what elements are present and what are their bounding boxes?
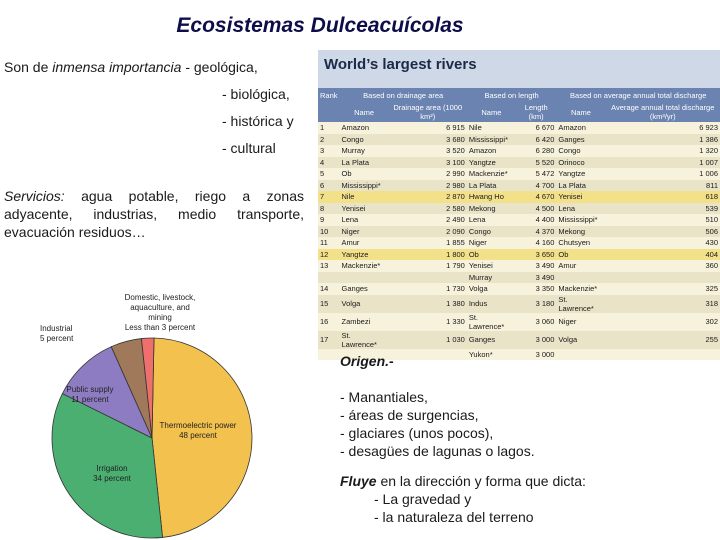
- origen-item: - glaciares (unos pocos),: [340, 425, 494, 441]
- table-cell: 255: [705, 335, 718, 344]
- table-cell: 15: [320, 299, 329, 308]
- table-row: [318, 134, 720, 146]
- table-cell: Ganges: [558, 134, 585, 144]
- fluye-line: [340, 472, 586, 490]
- table-cell: 510: [606, 214, 720, 226]
- importance-item: - histórica y: [222, 113, 294, 129]
- table-cell: 9: [318, 214, 340, 226]
- table-cell: Yukon*: [467, 349, 516, 361]
- table-cell: Ganges: [340, 283, 389, 295]
- table-cell: Zambezi: [340, 313, 389, 331]
- table-cell: Mackenzie*: [340, 260, 389, 272]
- table-cell: [556, 349, 605, 361]
- table-row: [318, 272, 720, 284]
- table-cell: Ob: [467, 249, 516, 261]
- pie-label: Irrigation 34 percent: [93, 464, 131, 483]
- table-row: [318, 260, 720, 272]
- table-cell: 2 980: [446, 180, 465, 190]
- table-cell: Mackenzie*: [556, 283, 605, 295]
- table-cell: Hwang Ho: [467, 191, 516, 203]
- pie-label: Domestic, livestock, aquaculture, and mining Less than 3 percent: [124, 293, 196, 332]
- table-row: [318, 237, 720, 249]
- table-cell: Yangtze: [556, 168, 605, 180]
- table-cell: Chutsyen: [556, 237, 605, 249]
- table-cell: Niger: [467, 237, 516, 249]
- table-cell: Mississippi*: [556, 214, 605, 226]
- table-cell: St. Lawrence*: [558, 294, 594, 313]
- table-cell: 2 090: [446, 226, 465, 236]
- table-cell: 4 400: [516, 214, 556, 226]
- table-cell: 3 680: [446, 134, 465, 144]
- table-cell: 6 923: [606, 122, 720, 134]
- table-cell: 618: [606, 191, 720, 203]
- rivers-table-image: [318, 50, 720, 359]
- table-cell: Ob: [340, 168, 389, 180]
- table-row: [318, 313, 720, 331]
- pie-label: Thermoelectric power 48 percent: [159, 421, 237, 440]
- rivers-col-header-row: [318, 102, 720, 122]
- table-cell: Lena: [467, 214, 516, 226]
- table-row: [318, 203, 720, 215]
- table-row: [318, 180, 720, 192]
- table-cell: 6 420: [535, 134, 555, 144]
- rivers-group-header-row: [318, 88, 720, 102]
- header-cell: [318, 102, 340, 122]
- table-row: [318, 226, 720, 238]
- table-cell: 1 030: [446, 335, 465, 344]
- table-cell: 360: [606, 260, 720, 272]
- table-cell: Lena: [340, 214, 389, 226]
- rivers-table: [318, 88, 720, 360]
- table-cell: 1 320: [606, 145, 720, 157]
- header-cell: Average annual total discharge (km³/yr): [606, 102, 720, 122]
- table-cell: Lena: [558, 203, 576, 213]
- table-cell: 3 520: [389, 145, 467, 157]
- table-cell: 12: [318, 249, 340, 261]
- table-cell: Volga: [341, 299, 361, 308]
- origen-item: - desagües de lagunas o lagos.: [340, 443, 535, 459]
- header-cell: Drainage area (1000 km²): [389, 102, 467, 122]
- importance-item: - geológica,: [185, 59, 258, 75]
- importance-item: - cultural: [222, 140, 276, 156]
- table-cell: 2: [320, 134, 325, 144]
- table-cell: 539: [705, 203, 718, 213]
- table-cell: 6: [320, 180, 325, 190]
- table-cell: Mississippi*: [468, 134, 509, 144]
- table-cell: 6 670: [516, 122, 556, 134]
- header-cell: Based on average annual total discharge: [556, 88, 720, 102]
- table-cell: 506: [705, 226, 718, 236]
- table-cell: 3 490: [535, 272, 555, 282]
- table-cell: 1: [318, 122, 340, 134]
- table-cell: [340, 272, 389, 284]
- header-cell: Rank: [318, 88, 340, 102]
- table-cell: 6 280: [516, 145, 556, 157]
- fluye-item: - la naturaleza del terreno: [374, 509, 534, 525]
- table-cell: 1 855: [389, 237, 467, 249]
- table-cell: 4 160: [516, 237, 556, 249]
- table-cell: 3 490: [516, 260, 556, 272]
- header-cell: Based on drainage area: [340, 88, 467, 102]
- table-cell: 10: [320, 226, 329, 236]
- table-cell: 1 800: [389, 249, 467, 261]
- table-cell: [318, 272, 340, 284]
- header-cell: Name: [467, 102, 516, 122]
- table-cell: Nile: [340, 191, 389, 203]
- table-cell: 3 650: [516, 249, 556, 261]
- table-row: [318, 331, 720, 349]
- table-cell: 3: [318, 145, 340, 157]
- table-cell: Indus: [468, 299, 488, 308]
- table-cell: [556, 272, 605, 284]
- table-cell: 1 380: [446, 299, 465, 308]
- header-cell: Based on length: [467, 88, 557, 102]
- table-cell: 1 006: [606, 168, 720, 180]
- table-cell: Amazon: [556, 122, 605, 134]
- table-cell: 11: [318, 237, 340, 249]
- table-row: [318, 249, 720, 261]
- table-cell: 325: [606, 283, 720, 295]
- table-cell: La Plata: [341, 157, 370, 167]
- table-cell: 404: [606, 249, 720, 261]
- table-cell: Murray: [468, 272, 493, 282]
- servicios-text: agua potable, riego a zonas adyacente, industrias, medio transporte, evacuación residuos…: [4, 188, 304, 240]
- table-cell: Yangtze: [468, 157, 496, 167]
- table-cell: Amur: [340, 237, 389, 249]
- table-cell: 6 915: [389, 122, 467, 134]
- table-cell: Volga: [558, 335, 578, 344]
- table-cell: Orinoco: [558, 157, 585, 167]
- table-cell: 2 490: [389, 214, 467, 226]
- table-cell: 1 790: [389, 260, 467, 272]
- table-cell: Niger: [341, 226, 360, 236]
- table-row: [318, 157, 720, 169]
- origen-item: - Manantiales,: [340, 389, 428, 405]
- origen-item: - áreas de surgencias,: [340, 407, 479, 423]
- table-cell: Congo: [556, 145, 605, 157]
- table-cell: 2 580: [446, 203, 465, 213]
- table-cell: 7: [318, 191, 340, 203]
- importance-block: [4, 54, 294, 162]
- table-row: [318, 214, 720, 226]
- table-cell: 4 670: [516, 191, 556, 203]
- table-cell: 1 330: [389, 313, 467, 331]
- table-row: [318, 191, 720, 203]
- table-cell: 3 060: [516, 313, 556, 331]
- table-cell: 5 472: [516, 168, 556, 180]
- table-cell: Congo: [468, 226, 491, 236]
- table-cell: 3 350: [516, 283, 556, 295]
- table-cell: [606, 272, 720, 284]
- importance-emph: inmensa importancia: [52, 59, 182, 75]
- table-cell: Ganges: [468, 335, 496, 344]
- table-cell: Murray: [340, 145, 389, 157]
- table-cell: 3 180: [535, 299, 555, 308]
- header-cell: Name: [556, 102, 605, 122]
- table-row: [318, 283, 720, 295]
- table-cell: 2 870: [389, 191, 467, 203]
- table-cell: Nile: [467, 122, 516, 134]
- table-cell: 14: [318, 283, 340, 295]
- fluye-item: - La gravedad y: [374, 491, 472, 507]
- table-cell: Mackenzie*: [467, 168, 516, 180]
- servicios-paragraph: [4, 187, 304, 241]
- fluye-text: en la dirección y forma que dicta:: [376, 473, 586, 489]
- table-row: [318, 122, 720, 134]
- table-cell: 811: [706, 180, 718, 190]
- table-cell: [389, 272, 467, 284]
- table-cell: [318, 349, 340, 361]
- table-row: [318, 295, 720, 313]
- table-cell: Mekong: [558, 226, 586, 236]
- table-cell: Yenisei: [467, 260, 516, 272]
- table-cell: Amazon: [340, 122, 389, 134]
- table-cell: [606, 349, 720, 361]
- table-cell: 2 990: [389, 168, 467, 180]
- table-cell: 17: [320, 335, 329, 344]
- table-row: [318, 145, 720, 157]
- table-cell: 1 386: [699, 134, 718, 144]
- table-cell: Yangtze: [340, 249, 389, 261]
- table-cell: 13: [318, 260, 340, 272]
- table-cell: 4 500: [535, 203, 555, 213]
- water-use-pie-chart: [40, 286, 300, 540]
- table-cell: St. Lawrence*: [341, 330, 377, 349]
- table-cell: 5: [318, 168, 340, 180]
- table-cell: Amur: [556, 260, 605, 272]
- table-cell: 318: [705, 299, 718, 308]
- table-cell: La Plata: [468, 180, 497, 190]
- table-cell: 1 730: [389, 283, 467, 295]
- importance-line: [4, 54, 294, 81]
- pie-label: Public supply 11 percent: [66, 385, 114, 404]
- table-cell: Congo: [341, 134, 364, 144]
- importance-lead: Son de: [4, 59, 53, 75]
- slide-title: Ecosistemas Dulceacuícolas: [176, 14, 464, 37]
- table-cell: Mekong: [468, 203, 496, 213]
- origen-title: Origen.-: [340, 353, 394, 369]
- importance-item: - biológica,: [222, 86, 290, 102]
- table-cell: Niger: [556, 313, 605, 331]
- origen-block: [340, 352, 535, 460]
- pie-label: Industrial 5 percent: [40, 324, 74, 343]
- table-cell: 302: [606, 313, 720, 331]
- table-cell: Ob: [556, 249, 605, 261]
- table-cell: Yenisei: [556, 191, 605, 203]
- table-cell: 3 000: [535, 335, 555, 344]
- table-cell: Mississippi*: [341, 180, 381, 190]
- table-cell: Amazon: [467, 145, 516, 157]
- table-cell: 4 700: [535, 180, 555, 190]
- table-cell: Yenisei: [341, 203, 366, 213]
- table-cell: 3 100: [446, 157, 465, 167]
- fluye-label: Fluye: [340, 473, 377, 489]
- table-cell: 4: [320, 157, 325, 167]
- table-cell: 16: [318, 313, 340, 331]
- table-row: [318, 168, 720, 180]
- table-cell: 1 007: [699, 157, 718, 167]
- table-cell: St. Lawrence*: [467, 313, 516, 331]
- header-cell: Length (km): [516, 102, 556, 122]
- table-cell: 430: [606, 237, 720, 249]
- table-cell: 4 370: [535, 226, 555, 236]
- table-cell: 8: [320, 203, 325, 213]
- rivers-title: World’s largest rivers: [318, 50, 720, 88]
- table-cell: La Plata: [558, 180, 586, 190]
- table-cell: Volga: [467, 283, 516, 295]
- fluye-block: [340, 472, 586, 526]
- header-cell: Name: [340, 102, 389, 122]
- table-cell: 5 520: [535, 157, 555, 167]
- servicios-label: Servicios:: [4, 188, 65, 204]
- table-cell: 3 000: [516, 349, 556, 361]
